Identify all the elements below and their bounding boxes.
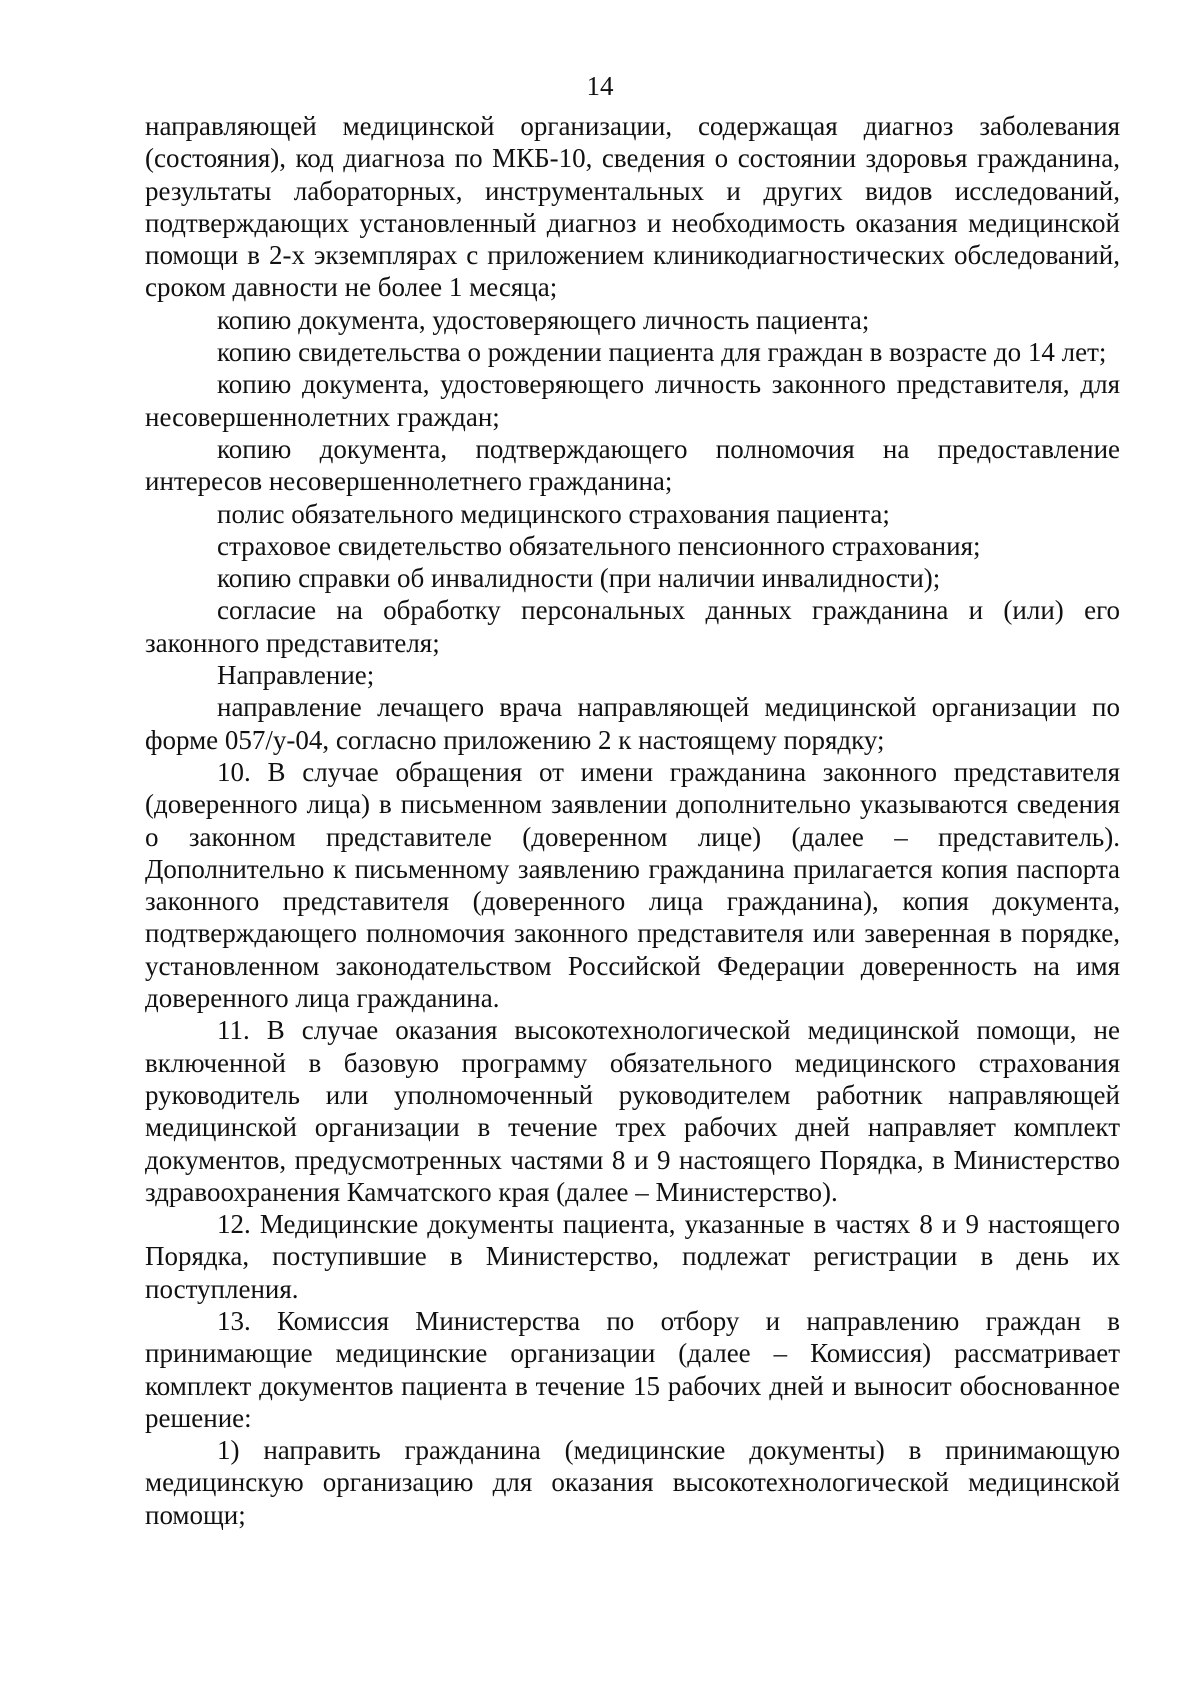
paragraph: страховое свидетельство обязательного пенсионного страхования; [217,530,981,561]
document-body [145,110,1120,1531]
paragraph: копию документа, подтверждающего полномочия на предоставление интересов несовершеннолетнего гражданина; [145,433,1120,497]
paragraph: 11. В случае оказания высокотехнологической медицинской помощи, не включенной в базовую программу обязательного медицинского страхования руководитель или уполномоченный руководителем работник направляющей медицинской организации в течение трех рабочих дней направляет комплект документов, предусмотренных частями 8 и 9 настоящего Порядка, в Министерство здравоохранения Камчатского края (далее – Министерство). [145,1015,1120,1207]
paragraph: 1) направить гражданина (медицинские документы) в принимающую медицинскую организацию для оказания высокотехнологической медицинской помощи; [145,1435,1120,1530]
paragraph: 13. Комиссия Министерства по отбору и направлению граждан в принимающие медицинские организации (далее – Комиссия) рассматривает комплект документов пациента в течение 15 рабочих дней и выносит обоснованное решение: [145,1305,1120,1433]
paragraph: Направление; [217,660,375,691]
paragraph: направление лечащего врача направляющей медицинской организации по форме 057/у-04, согласно приложению 2 к настоящему порядку; [145,692,1120,755]
paragraph: копию документа, удостоверяющего личность пациента; [217,304,870,335]
paragraph: 12. Медицинские документы пациента, указанные в частях 8 и 9 настоящего Порядка, поступившие в Министерство, подлежат регистрации в день их поступления. [145,1209,1120,1304]
paragraph: 10. В случае обращения от имени гражданина законного представителя (доверенного лица) в письменном заявлении дополнительно указываются сведения о законном представителе (доверенном лице) (далее – представитель). Дополнительно к письменному заявлению гражданина прилагается копия паспорта законного представителя (доверенного лица гражданина), копия документа, подтверждающего полномочия законного представителя или заверенная в порядке, установленном законодательством Российской Федерации доверенность на имя доверенного лица гражданина. [145,756,1120,1014]
paragraph: копию документа, удостоверяющего личность законного представителя, для несовершеннолетних граждан; [145,369,1120,432]
paragraph: полис обязательного медицинского страхования пациента; [217,498,890,529]
paragraph: направляющей медицинской организации, содержащая диагноз заболевания (состояния), код диагноза по МКБ-10, сведения о состоянии здоровья гражданина, результаты лабораторных, инструментальных и других видов исследований, подтверждающих установленный диагноз и необходимость оказания медицинской помощи в 2-х экземплярах с приложением клиникодиагностических обследований, сроком давности не более 1 месяца; [145,111,1120,303]
paragraph: копию справки об инвалидности (при наличии инвалидности); [217,563,941,594]
paragraph: согласие на обработку персональных данных гражданина и (или) его законного представителя; [145,595,1120,658]
paragraph: копию свидетельства о рождении пациента для граждан в возрасте до 14 лет; [217,337,1107,368]
page-number: 14 [586,71,614,101]
